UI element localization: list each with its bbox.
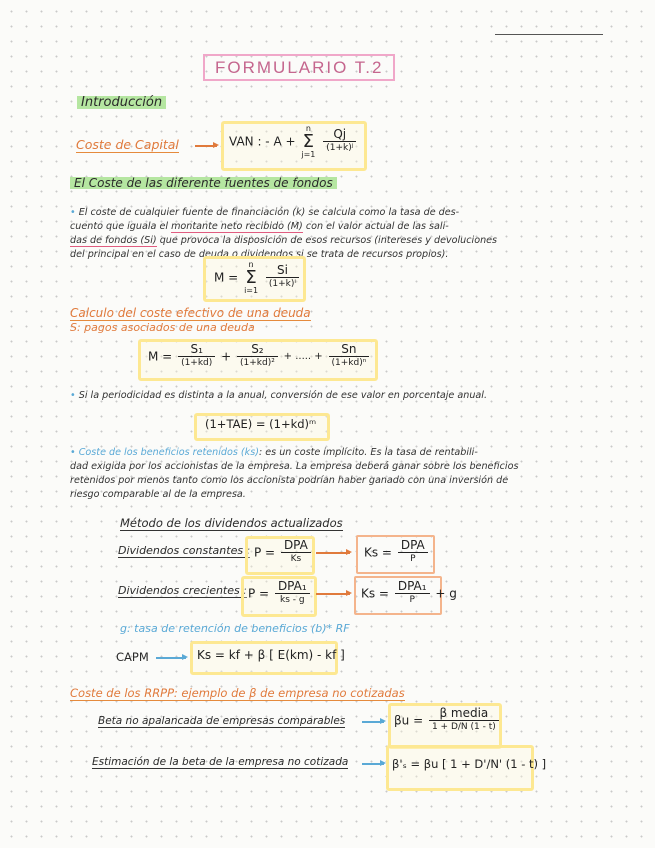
periodicity-note: • Si la periodicidad es distinta a la anual, conversión de ese valor en porcentaje anual. <box>70 390 487 401</box>
constant-ks-formula: Ks = $\frac{\text{DPA}}{P}$ <box>364 539 430 566</box>
arrow-icon <box>316 593 350 595</box>
arrow-icon <box>362 721 384 723</box>
arrow-icon <box>156 657 186 659</box>
capm-label: CAPM <box>116 650 149 664</box>
constant-p-formula: P = $\frac{\text{DPA}}{Ks}$ <box>254 539 313 566</box>
intro-heading: Introducción <box>77 95 166 110</box>
van-formula: VAN : - A + n Σ j=1 $\frac{Qj}{\text{(1+k)ʲ}}$ <box>229 124 358 159</box>
debt-subheading: S: pagos asociados de una deuda <box>70 321 255 334</box>
growing-p-formula: P = $\frac{\text{DPA₁}}{ks - g}$ <box>248 580 312 607</box>
sources-heading: El Coste de las diferente fuentes de fondos <box>70 176 337 190</box>
arrow-icon <box>316 552 350 554</box>
unlisted-beta-formula: β'ₛ = βu [ 1 + D'/N' (1 - t) ] <box>392 757 547 771</box>
debt-heading: Calculo del coste efectivo de una deuda <box>70 306 311 320</box>
unlevered-beta-formula: βu = $\frac{\text{β media}}{1 + D/N (1 - t)}$ <box>394 707 501 734</box>
rrpp-heading: Coste de los RRPP: ejemplo de β de empresa no cotizadas <box>70 686 405 700</box>
growing-dividends-label: Dividendos crecientes : <box>118 584 247 597</box>
financing-cost-paragraph: • El coste de cualquier fuente de financiación (k) se calcula como la tasa de des- cuento que iguala el montante neto recibido (M) con el valor actual de las sali- das de fondos (Si) que provoca la disposición de esos recursos (intereses y devoluciones del principal en el caso de deuda o dividendos si se trata de recursos propios). <box>70 207 498 260</box>
debt-formula: M = $\frac{\text{S₁}}{(1+kd)}$ + $\frac{\text{S₂}}{\text{(1+kd)²}}$ + ..... + $\frac{Sn}{\text{(1+kd)ⁿ}}$ <box>148 343 371 370</box>
growing-ks-formula: Ks = $\frac{\text{DPA₁}}{P}$ + g <box>361 579 457 605</box>
unlisted-beta-label: Estimación de la beta de la empresa no cotizada <box>92 756 349 768</box>
arrow-icon <box>195 145 217 147</box>
capm-formula: Ks = kf + β [ E(km) - kf ] <box>197 648 345 662</box>
constant-dividends-label: Dividendos constantes : <box>118 544 251 557</box>
cost-of-capital-label: Coste de Capital <box>76 137 179 152</box>
tae-formula: (1+TAE) = (1+kd)ᵐ <box>205 417 317 431</box>
retained-earnings-paragraph: • Coste de los beneficios retenidos (ks): es un coste implícito. Es la tasa de rentabili- dad exigida por los accionistas de la empresa. La empresa deberá ganar sobre los beneficios retenidos por menos tanto como los accionista podrían haber ganado con una inversión de riesgo comparable al de la empresa. <box>70 447 519 500</box>
page-title: FORMULARIO T.2 <box>203 58 395 78</box>
m-formula: M = n Σ i=1 $\frac{Si}{\text{(1+k)ⁱ}}$ <box>214 260 301 295</box>
dividends-method-heading: Método de los dividendos actualizados <box>120 516 343 530</box>
g-definition: g: tasa de retención de beneficios (b)* RF <box>120 622 350 635</box>
top-rule <box>495 34 603 35</box>
unlevered-beta-label: Beta no apalancada de empresas comparables <box>98 715 346 727</box>
arrow-icon <box>362 763 384 765</box>
